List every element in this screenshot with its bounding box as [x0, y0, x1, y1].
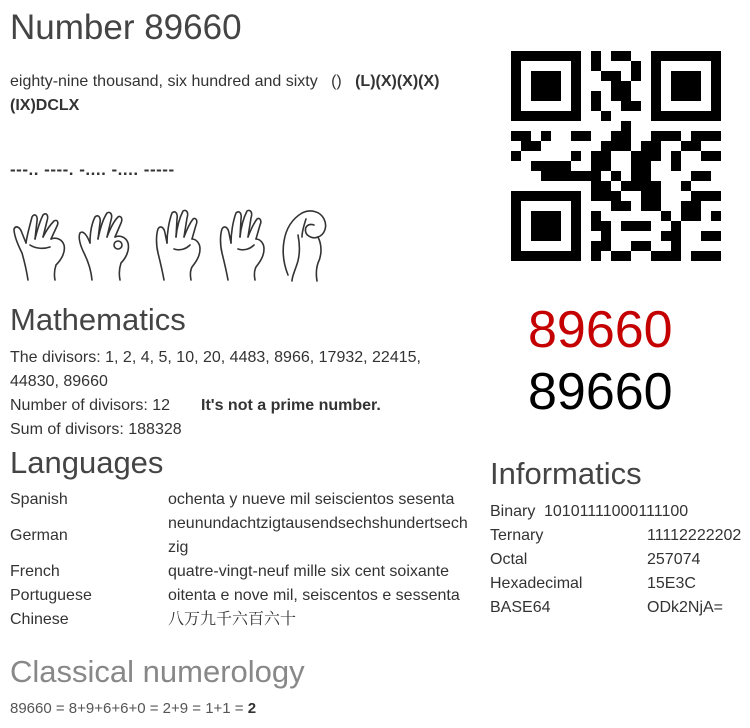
- language-value: ochenta y nueve mil seiscientos sesenta: [168, 491, 455, 508]
- numerology-line: [10, 700, 256, 717]
- language-row: [10, 584, 480, 608]
- info-name: Hexadecimal: [490, 575, 583, 592]
- section-languages: Languages: [10, 445, 164, 480]
- language-value: neunundachtzigtausendsechshundertsechzig: [168, 515, 468, 556]
- section-informatics: Informatics: [490, 456, 642, 491]
- language-row: [10, 488, 480, 512]
- prime-status: It's not a prime number.: [201, 397, 381, 414]
- number-display-black: 89660: [528, 363, 673, 421]
- hand-digit-6-icon: [150, 205, 210, 283]
- number-display-red: 89660: [528, 301, 673, 359]
- hand-digit-0-icon: [278, 205, 338, 283]
- language-row: [10, 608, 480, 632]
- parens: (): [331, 73, 342, 90]
- info-value: 15E3C: [647, 575, 696, 592]
- divisors-sum: Sum of divisors: 188328: [10, 421, 182, 438]
- hand-digit-6-icon: [214, 205, 274, 283]
- language-name: Chinese: [10, 611, 69, 628]
- info-name: Ternary: [490, 527, 544, 544]
- hand-digit-8-icon: [10, 205, 70, 283]
- language-name: Portuguese: [10, 587, 92, 604]
- number-words: [10, 70, 480, 118]
- section-numerology: Classical numerology: [10, 654, 305, 689]
- info-row-binary: [490, 500, 748, 524]
- hand-digit-9-icon: [76, 205, 136, 283]
- divisors-count: Number of divisors: 12: [10, 397, 171, 414]
- info-value: 257074: [647, 551, 701, 568]
- sign-language-digits-icon: [10, 205, 340, 283]
- info-name: BASE64: [490, 599, 551, 616]
- divisors-count-row: [10, 394, 470, 418]
- info-value: 11112222202: [647, 527, 742, 544]
- language-row: [10, 560, 480, 584]
- numerology-expression: 89660 = 8+9+6+6+0 = 2+9 = 1+1 =: [10, 700, 248, 717]
- language-value: oitenta e nove mil, seiscentos e sessenta: [168, 587, 460, 604]
- info-row: [490, 572, 748, 596]
- roman-numeral: (L)(X)(X)(X)(IX)DCLX: [10, 73, 440, 114]
- numerology-result: 2: [247, 700, 257, 717]
- language-value: quatre-vingt-neuf mille six cent soixante: [168, 563, 450, 580]
- info-row: [490, 548, 748, 572]
- english-words: eighty-nine thousand, six hundred and sixty: [10, 73, 318, 90]
- info-row: [490, 524, 748, 548]
- info-value: 10101111000111100: [544, 503, 689, 520]
- language-name: Spanish: [10, 491, 68, 508]
- info-value: ODk2NjA=: [647, 599, 724, 616]
- language-value: 八万九千六百六十: [168, 611, 297, 628]
- qr-code-icon: [511, 51, 721, 261]
- divisors-list: The divisors: 1, 2, 4, 5, 10, 20, 4483, 8966, 17932, 22415, 44830, 89660: [10, 349, 421, 390]
- section-mathematics: Mathematics: [10, 302, 186, 337]
- language-name: French: [10, 563, 60, 580]
- math-details: [10, 346, 470, 442]
- language-row: [10, 512, 480, 560]
- languages-table: [10, 488, 480, 632]
- language-name: German: [10, 527, 68, 544]
- info-name: Binary: [490, 503, 536, 520]
- page-title: Number 89660: [10, 8, 242, 47]
- info-row: [490, 596, 748, 620]
- info-name: Octal: [490, 551, 528, 568]
- informatics-table: [490, 500, 748, 620]
- morse-code: ---.. ----. -.... -.... -----: [10, 160, 175, 179]
